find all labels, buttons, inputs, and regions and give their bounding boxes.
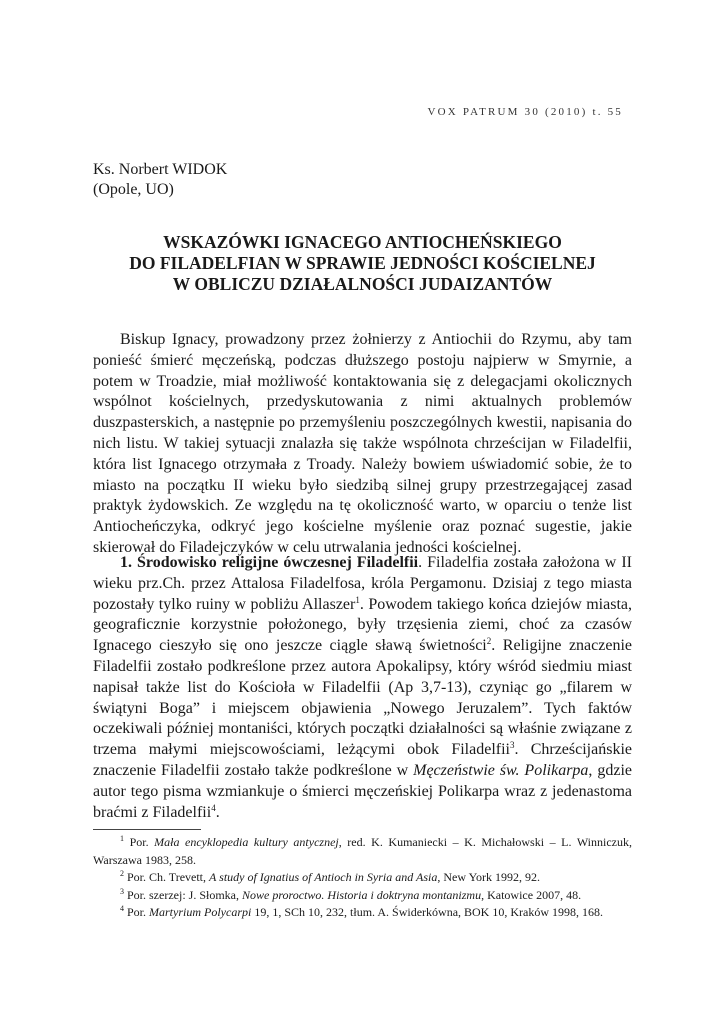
footnote-3-title: Nowe proroctwo. Historia i doktryna montanizmu xyxy=(241,887,482,902)
footnote-3-number: 3 xyxy=(120,886,124,896)
intro-paragraph xyxy=(93,330,632,559)
footnote-4-pre: Por. xyxy=(127,905,150,919)
title-line-2: DO FILADELFIAN W SPRAWIE JEDNOŚCI KOŚCIELNEJ xyxy=(129,253,596,273)
section-1-text-c: . Religijne znaczenie Filadelfii zostało podkreślone przez autora Apokalipsy, który wśród siedmiu miast napisał także list do Kościoła w Filadelfii (Ap 3,7-13), czyniąc go „filarem w świątyni Boga” i miejscem objawienia „Nowego Jeruzalem”. Tych faktów oczekiwali później montaniści, których początki działalności są właśnie związane z trzema małymi miejscowościami, leżącymi obok Filadelfii xyxy=(93,637,632,759)
title-line-3: W OBLICZU DZIAŁALNOŚCI JUDAIZANTÓW xyxy=(172,274,553,294)
footnote-2-post: , New York 1992, 92. xyxy=(437,870,541,884)
section-1-text-italic: Męczeństwie św. Polikarpa xyxy=(413,761,589,779)
section-1-text-f: . xyxy=(215,803,220,821)
footnote-3-post: , Katowice 2007, 48. xyxy=(481,887,582,902)
footnote-ref-1[interactable]: 1 xyxy=(355,594,360,605)
footnote-1-title: Mała encyklopedia kultury antycznej xyxy=(154,835,339,849)
footnote-3-pre: Por. szerzej: J. Słomka, xyxy=(127,887,242,902)
footnote-ref-3[interactable]: 3 xyxy=(509,740,515,751)
intro-paragraph-text: Biskup Ignacy, prowadzony przez żołnierzy z Antiochii do Rzymu, aby tam ponieść śmierć męczeńską, podczas dłuższego postoju najpierw w Smyrnie, a potem w Troadzie, miał możliwość kontaktowania się z delegacjami okolicznych wspólnot kościelnych, przedyskutowania z nimi aktualnych problemów duszpasterskich, a następnie po przemyśleniu poszczególnych kwestii, napisania do nich listu. W takiej sytuacji znalazła się także wspólnota chrześcijan w Filadelfii, która list Ignacego otrzymała z Troady. Należy bowiem uświadomić sobie, że to miasto na początku II wieku było siedzibą silnej grupy przestrzegającej zasad praktyk żydowskich. Ze względu na tę okoliczność warto, w oparciu o tenże list Antiocheńczyka, odkryć jego kościelne myślenie oraz poznać sugestie, jakie skierował do Filadejczyków w celu utrwalania jedności kościelnej. xyxy=(93,331,632,556)
footnote-4 xyxy=(93,904,632,922)
footnote-ref-4[interactable]: 4 xyxy=(211,802,216,813)
section-1 xyxy=(93,553,632,823)
footnotes xyxy=(93,834,632,922)
section-1-text-a: . Filadelfia została założona w II wieku prz.Ch. przez Attalosa Filadelfosa, króla Pergamonu. Dzisiaj z tego miasta pozostały tylko ruiny w pobliżu Allaszer xyxy=(93,554,632,613)
footnote-ref-2[interactable]: 2 xyxy=(486,636,492,647)
footnote-4-title: Martyrium Polycarpi xyxy=(149,905,252,919)
author-name: Ks. Norbert WIDOK xyxy=(93,161,228,178)
footnote-separator xyxy=(93,829,201,830)
footnote-1-post: , red. K. Kumaniecki – K. Michałowski – L. Winniczuk, Warszawa 1983, 258. xyxy=(93,835,633,867)
section-1-text-d: . Chrześcijańskie znaczenie Filadelfii zostało także podkreślone w xyxy=(93,741,632,779)
section-1-paragraph xyxy=(93,553,632,823)
section-1-text-e: , gdzie autor tego pisma wzmiankuje o śmierci męczeńskiej Polikarpa wraz z jedenastoma braćmi z Filadelfii xyxy=(93,761,632,821)
author-block xyxy=(93,160,227,200)
footnote-3 xyxy=(93,887,632,905)
author-affiliation: (Opole, UO) xyxy=(93,181,174,198)
section-1-text-b: . Powodem takiego końca dziejów miasta, geograficznie korzystnie położonego, były trzęsienia ziemi, choć za czasów Ignacego cieszyło się ono jeszcze ciągle sławą świetności xyxy=(93,595,633,655)
running-head: VOX PATRUM 30 (2010) t. 55 xyxy=(427,106,623,118)
footnote-1-pre: Por. xyxy=(129,835,155,849)
title-line-1: WSKAZÓWKI IGNACEGO ANTIOCHEŃSKIEGO xyxy=(163,232,562,252)
footnote-2-title: A study of Ignatius of Antioch in Syria and Asia xyxy=(209,870,438,884)
article-title xyxy=(80,232,645,295)
footnote-1 xyxy=(93,834,632,869)
footnote-2 xyxy=(93,869,632,887)
footnote-2-number: 2 xyxy=(120,869,124,878)
footnote-4-number: 4 xyxy=(120,904,124,913)
footnote-4-post: 19, 1, SCh 10, 232, tłum. A. Świderkówna, BOK 10, Kraków 1998, 168. xyxy=(251,905,604,919)
section-1-heading: 1. Środowisko religijne ówczesnej Filadelfii xyxy=(120,554,419,571)
footnote-2-pre: Por. Ch. Trevett, xyxy=(127,870,210,884)
footnote-1-number: 1 xyxy=(120,834,124,843)
